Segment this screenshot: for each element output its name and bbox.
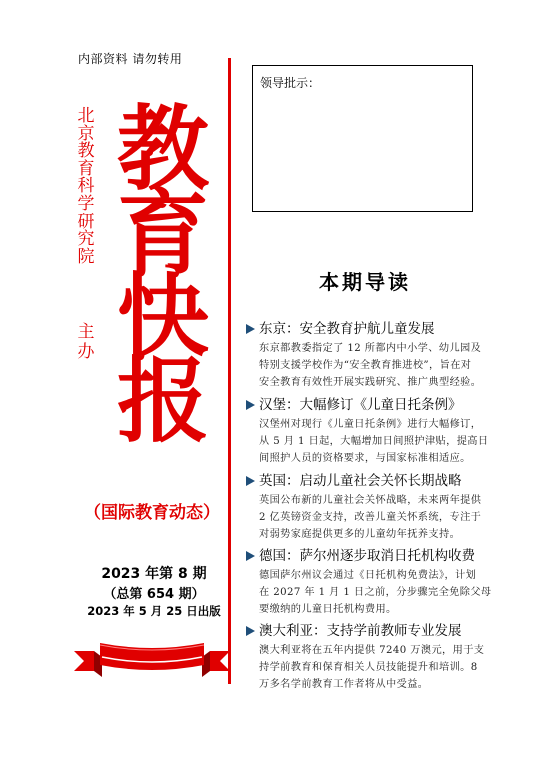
host-label: 主办 [77, 322, 95, 362]
toc-item-line: 东京都教委指定了 12 所都内中小学、幼儿园及 [259, 343, 482, 354]
toc-item-line: 从 5 月 1 日起，大幅增加日间照护津贴，提高日 [259, 436, 489, 447]
triangle-arrow-icon [246, 324, 255, 334]
triangle-arrow-icon [246, 400, 255, 410]
toc-item [246, 396, 504, 467]
title-char-2: 育 [116, 180, 209, 287]
toc-item [246, 320, 504, 391]
toc-item-heading: 英国：启动儿童社会关怀长期战略 [259, 473, 462, 489]
subtitle: （国际教育动态） [84, 503, 220, 523]
toc-item-heading: 汉堡：大幅修订《儿童日托条例》 [259, 397, 462, 413]
leader-comment-label: 领导批示： [260, 76, 321, 90]
issue-number: 2023 年第 8 期 [101, 566, 207, 582]
ribbon-decoration [72, 637, 232, 677]
triangle-arrow-icon [246, 626, 255, 636]
toc-item-heading: 东京：安全教育护航儿童发展 [259, 321, 435, 337]
toc-item-line: 汉堡州对现行《儿童日托条例》进行大幅修订， [259, 419, 482, 430]
internal-use-note: 内部资料 请勿转用 [78, 52, 183, 66]
toc-item-heading: 澳大利亚：支持学前教师专业发展 [259, 623, 462, 639]
toc-title: 本期导读 [319, 270, 411, 294]
toc-item-line: 英国公布新的儿童社会关怀战略，未来两年提供 [259, 495, 482, 506]
toc-item-line: 对弱势家庭提供更多的儿童幼年抚养支持。 [259, 529, 461, 540]
organizer-name: 北京教育科学研究院 [77, 106, 95, 267]
toc-item-line: 2 亿英镑资金支持，改善儿童关怀系统，专注于 [259, 512, 482, 523]
triangle-arrow-icon [246, 551, 255, 561]
toc-item-line: 万多名学前教育工作者将从中受益。 [259, 679, 429, 690]
toc-item [246, 472, 504, 543]
toc-item-line: 安全教育有效性开展实践研究、推广典型经验。 [259, 377, 482, 388]
title-char-1: 教 [116, 96, 209, 203]
toc-item-line: 要缴纳的儿童日托机构费用。 [259, 604, 397, 615]
toc-item-line: 德国萨尔州议会通过《日托机构免费法》，计划 [259, 570, 477, 581]
toc-item [246, 622, 504, 693]
toc-item-line: 间照护人员的资格要求，与国家标准相适应。 [259, 453, 471, 464]
toc-item-line: 特别支援学校作为“安全教育推进校”，旨在对 [259, 360, 472, 371]
triangle-arrow-icon [246, 476, 255, 486]
title-char-4: 报 [116, 348, 209, 455]
toc-item-line: 持学前教育和保育相关人员技能提升和培训。8 [259, 662, 478, 673]
toc-item [246, 547, 504, 618]
issue-total: （总第 654 期） [103, 587, 205, 602]
toc-item-line: 在 2027 年 1 月 1 日之前，分步骤完全免除父母 [259, 587, 492, 598]
toc-item-heading: 德国：萨尔州逐步取消日托机构收费 [259, 548, 475, 564]
toc-item-line: 澳大利亚将在五年内提供 7240 万澳元，用于支 [259, 645, 485, 656]
title-char-3: 快 [116, 264, 209, 371]
issue-date: 2023 年 5 月 25 日出版 [87, 604, 221, 618]
